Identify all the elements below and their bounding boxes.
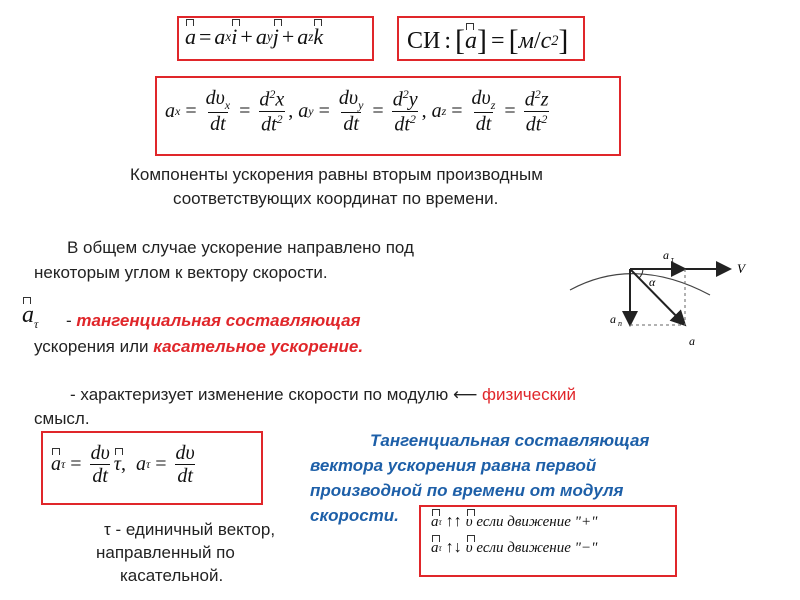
acceleration-vector-diagram <box>565 235 765 350</box>
same-direction-arrows: ↑↑ <box>445 513 462 530</box>
svg-text:τ: τ <box>671 255 674 264</box>
tangent-accel-term: касательное ускорение. <box>153 337 364 356</box>
label-an: a <box>610 312 616 326</box>
label-alpha: α <box>649 275 656 289</box>
tangential-term: тангенциальная составляющая <box>76 311 361 330</box>
a-tau-symbol: $a_\tau$ <box>22 302 39 331</box>
left-arrow-icon: ⟵ <box>452 385 478 404</box>
total-acceleration-vector <box>630 269 685 325</box>
acceleration-components-formula: a x = $\frac{d\upsilon_x}{dt}$ = $\frac{d^2x}{dt^2}$ , a y = $\frac{d\upsilon_y}{dt}$ = $\frac{d^2y}{dt^2}$ , a z = $\frac{d\upsilon_z}{dt}$ = $\frac{d^2z}{dt^2}$ <box>155 76 621 156</box>
label-a: a <box>689 334 695 348</box>
general-case-line1: В общем случае ускорение направлено под <box>67 238 414 257</box>
label-V: V <box>737 261 745 276</box>
opposite-direction-arrows: ↑↓ <box>445 539 462 556</box>
characterizes-line: - характеризует изменение скорости по модулю ⟵ физический <box>70 385 577 404</box>
svg-text:n: n <box>618 319 622 328</box>
tangential-accel-line: ускорения или касательное ускорение. <box>34 337 364 356</box>
si-units-formula: СИ : [ a ] = [ м / c 2 ] <box>397 16 585 61</box>
components-text-line1: Компоненты ускорения равны вторым производным <box>130 165 543 184</box>
meaning-line: смысл. <box>34 409 90 428</box>
tangential-definition-block: Тангенциальная составляющая вектора ускорения равна первой производной по времени от модуля скорости. <box>310 431 650 525</box>
vector-a: a <box>185 24 196 49</box>
tangential-acceleration-formula: a τ = $\frac{d\upsilon}{dt}$ τ , a τ = $\frac{d\upsilon}{dt}$ <box>41 431 263 505</box>
label-a-tau: a <box>663 248 669 262</box>
direction-conditions-formula: a τ ↑↑ υ если движение "+" a τ ↑↓ υ если движение "−" <box>419 505 677 577</box>
components-text-line2: соответствующих координат по времени. <box>173 189 499 208</box>
tangential-component-line: - тангенциальная составляющая <box>66 311 361 330</box>
general-case-line2: некоторым углом к вектору скорости. <box>34 263 328 282</box>
acceleration-vector-formula: a = a x i + a y j + a z k <box>177 16 374 61</box>
tau-description: τ - единичный вектор, направленный по касательной. <box>96 520 276 585</box>
